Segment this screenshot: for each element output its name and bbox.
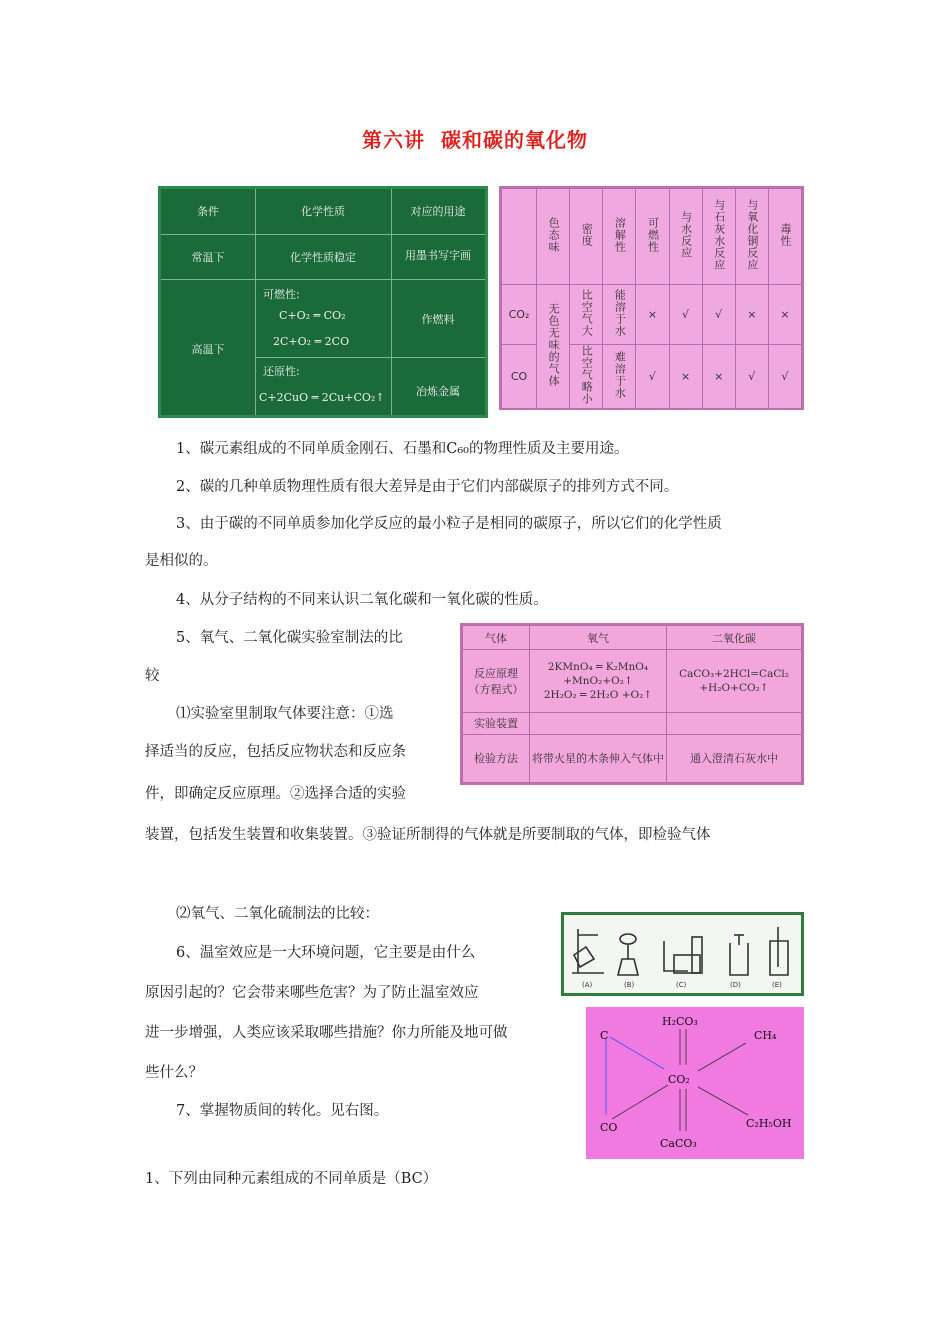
th-limewater: 与石灰水反应 — [712, 199, 726, 271]
co2-co-property-table — [499, 186, 804, 410]
gas-preparation-table — [460, 623, 804, 785]
point-4: 4、从分子结构的不同来认识二氧化碳和一氧化碳的性质。 — [176, 592, 548, 608]
co2-eq-b: +H₂O+CO₂↑ — [699, 681, 769, 694]
app-label-b: (B) — [624, 981, 635, 989]
co-toxic: √ — [768, 345, 801, 409]
carbon-properties-board — [158, 186, 488, 418]
gas-th-gas: 气体 — [463, 626, 530, 650]
point-6b: 原因引起的？它会带来哪些危害？为了防止温室效应 — [145, 985, 479, 1001]
equation-combust-1: C+O₂ ═ CO₂ — [279, 309, 346, 322]
node-caco3: CaCO₃ — [660, 1137, 697, 1150]
o2-eq-kmno4: 2KMnO₄ ═ K₂MnO₄ — [547, 660, 649, 673]
gas-row-test: 检验方法 — [463, 734, 530, 782]
header-condition: 条件 — [197, 205, 219, 218]
point-5c: ⑴实验室里制取气体要注意：①选 — [176, 706, 394, 722]
equation-combust-2: 2C+O₂ ═ 2CO — [273, 335, 350, 348]
o2-eq-h2o2: 2H₂O₂ ═ 2H₂O +O₂↑ — [543, 688, 653, 701]
th-solubility: 溶解性 — [613, 217, 627, 253]
use-smelting: 冶炼金属 — [416, 385, 460, 398]
co-solubility: 难溶于水 — [613, 351, 627, 399]
co2-color: 无色无味的气体 — [547, 303, 561, 387]
equation-reduce: C+2CuO ═ 2Cu+CO₂↑ — [259, 391, 385, 404]
co2-density: 比空气大 — [580, 289, 594, 337]
co-water: × — [669, 345, 702, 409]
co-density: 比空气略小 — [580, 345, 594, 405]
app-label-c: (C) — [676, 981, 687, 989]
title-topic: 碳和碳的氧化物 — [441, 128, 588, 152]
point-5f: 装置，包括发生装置和收集装置。③验证所制得的气体就是所要制取的气体，即检验气体 — [145, 827, 711, 843]
co2-solubility: 能溶于水 — [613, 289, 627, 337]
reducibility-label: 还原性: — [263, 365, 300, 378]
gas-row-principle: 反应原理（方程式） — [463, 650, 530, 712]
co2-limewater: √ — [702, 285, 735, 345]
node-ch4: CH₄ — [754, 1029, 777, 1042]
co2-cuo: × — [735, 285, 768, 345]
point-7: 7、掌握物质间的转化。见右图。 — [176, 1103, 389, 1119]
point-1: 1、碳元素组成的不同单质金刚石、石墨和C₆₀的物理性质及主要用途。 — [176, 441, 629, 457]
point-5-sub2: ⑵氧气、二氧化硫制法的比较： — [176, 906, 379, 922]
prop-stable: 化学性质稳定 — [290, 251, 356, 264]
co-cuo: √ — [735, 345, 768, 409]
point-5d: 择适当的反应，包括反应物状态和反应条 — [145, 744, 406, 760]
co2-eq: CaCO₃+2HCl=CaCl₂ — [679, 667, 789, 680]
app-label-e: (E) — [772, 981, 782, 989]
th-toxic: 毒性 — [778, 223, 792, 247]
row-co-name: CO — [502, 345, 537, 409]
use-ink: 用墨书写字画 — [405, 249, 471, 262]
th-color: 色态味 — [547, 217, 561, 253]
gas-th-oxygen: 氧气 — [530, 626, 667, 650]
node-h2co3: H₂CO₃ — [662, 1015, 698, 1028]
combustibility-label: 可燃性: — [263, 288, 300, 301]
point-5e: 件，即确定反应原理。②选择合适的实验 — [145, 786, 406, 802]
node-co: CO — [600, 1121, 618, 1134]
node-c: C — [600, 1029, 609, 1042]
header-use: 对应的用途 — [410, 205, 466, 218]
co2-flammable: × — [636, 285, 669, 345]
co2-water: √ — [669, 285, 702, 345]
point-6a: 6、温室效应是一大环境问题，它主要是由什么 — [176, 945, 476, 961]
point-5a: 5、氧气、二氧化碳实验室制法的比 — [176, 630, 403, 646]
page-title — [0, 124, 950, 153]
co-flammable: √ — [636, 345, 669, 409]
gas-row-apparatus: 实验装置 — [463, 712, 530, 734]
header-chem-prop: 化学性质 — [301, 205, 345, 218]
cond-high-temp: 高温下 — [191, 343, 225, 356]
th-water: 与水反应 — [679, 211, 693, 259]
cond-normal: 常温下 — [191, 251, 225, 264]
use-fuel: 作燃料 — [421, 313, 455, 326]
point-3a: 3、由于碳的不同单质参加化学反应的最小粒子是相同的碳原子，所以它们的化学性质 — [176, 516, 722, 532]
point-3b: 是相似的。 — [145, 553, 218, 569]
app-label-a: (A) — [582, 981, 593, 989]
point-5b: 较 — [145, 668, 160, 684]
o2-test: 将带火星的木条伸入气体中 — [530, 734, 667, 782]
point-6d: 些什么？ — [145, 1065, 203, 1081]
co2-test: 通入澄清石灰水中 — [667, 734, 802, 782]
gas-th-co2: 二氧化碳 — [667, 626, 802, 650]
row-co2-name: CO₂ — [502, 285, 537, 345]
th-density: 密度 — [580, 223, 594, 247]
th-cuo: 与氧化铜反应 — [745, 199, 759, 271]
conversion-diagram — [586, 1007, 804, 1159]
point-6c: 进一步增强，人类应该采取哪些措施？你力所能及地可做 — [145, 1025, 508, 1041]
title-lesson: 第六讲 — [362, 128, 425, 152]
app-label-d: (D) — [730, 981, 741, 989]
apparatus-drawing — [564, 915, 801, 993]
co2-toxic: × — [768, 285, 801, 345]
apparatus-image — [561, 912, 804, 996]
point-2: 2、碳的几种单质物理性质有很大差异是由于它们内部碳原子的排列方式不同。 — [176, 479, 679, 495]
question-1: 1、下列由同种元素组成的不同单质是（BC） — [145, 1171, 438, 1187]
th-flammable: 可燃性 — [646, 217, 660, 253]
node-co2: CO₂ — [668, 1073, 690, 1086]
co-limewater: × — [702, 345, 735, 409]
o2-eq-kmno4-b: +MnO₂+O₂↑ — [563, 674, 633, 687]
node-c2h5oh: C₂H₅OH — [746, 1117, 792, 1130]
